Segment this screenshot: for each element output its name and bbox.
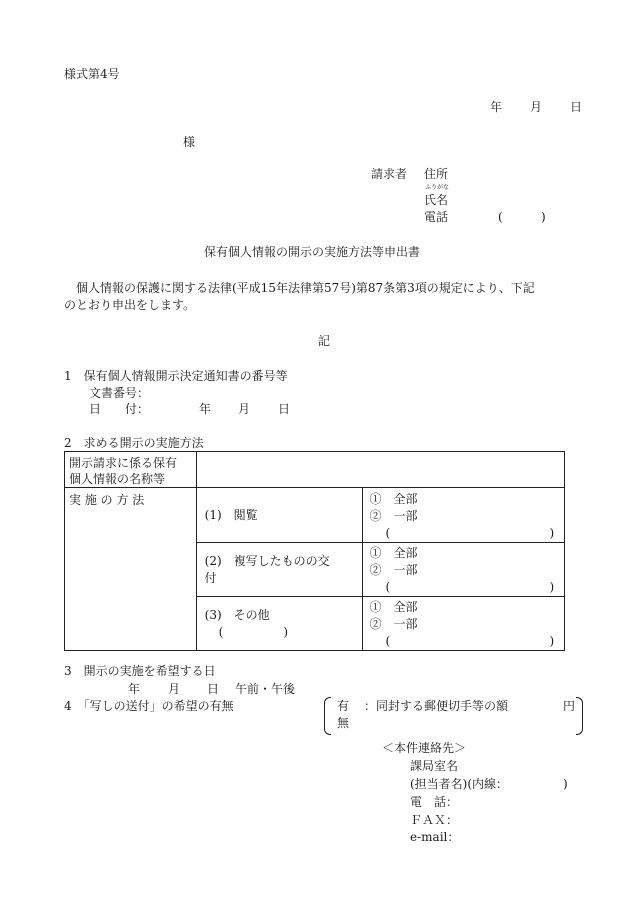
method-3-paren-open: ( bbox=[385, 634, 391, 648]
contact-dept: 課局室名 bbox=[410, 759, 459, 773]
section4-no[interactable]: 無 bbox=[337, 716, 350, 730]
method-2-paren-close: ) bbox=[549, 580, 555, 594]
method-2-cell bbox=[196, 543, 363, 597]
document-title: 保有個人情報の開示の実施方法等申出書 bbox=[204, 245, 421, 259]
method-2-option-all[interactable]: ① 全部 bbox=[369, 546, 418, 560]
requester-address-label: 住所 bbox=[424, 167, 449, 181]
method-1-options bbox=[363, 488, 565, 543]
method-2-label-line2: 付 bbox=[204, 571, 217, 585]
section1-month: 月 bbox=[238, 402, 251, 416]
method-1-paren-open: ( bbox=[385, 526, 391, 540]
section3-day: 日 bbox=[207, 682, 220, 696]
table-row bbox=[65, 488, 565, 543]
method-3-label: (3) その他 bbox=[204, 608, 270, 622]
section3-ampm: 午前・午後 bbox=[235, 682, 296, 696]
contact-fax: ＦＡＸ： bbox=[410, 813, 459, 827]
method-1-cell bbox=[196, 488, 363, 543]
method-3-option-part[interactable]: ② 一部 bbox=[369, 617, 418, 631]
method-2-paren-open: ( bbox=[385, 580, 391, 594]
date-year-label: 年 bbox=[490, 100, 503, 114]
contact-heading: ＜本件連絡先＞ bbox=[382, 741, 467, 755]
addressee-suffix: 様 bbox=[183, 135, 196, 149]
method-1-paren-close: ) bbox=[549, 526, 555, 540]
contact-person-close: ) bbox=[563, 777, 568, 791]
method-1-label: (1) 閲覧 bbox=[204, 508, 258, 522]
ki-heading: 記 bbox=[318, 334, 331, 348]
method-3-options bbox=[363, 597, 565, 651]
section3-month: 月 bbox=[168, 682, 181, 696]
method-2-options bbox=[363, 543, 565, 597]
contact-person: (担当者名)(内線： bbox=[410, 777, 509, 791]
section1-date-label: 日 付： bbox=[89, 402, 150, 416]
section1-heading: 1 保有個人情報開示決定通知書の番号等 bbox=[64, 369, 288, 383]
section1-doc-number: 文書番号： bbox=[89, 386, 150, 400]
method-label: 実 施 の 方 法 bbox=[69, 493, 145, 507]
date-day-label: 日 bbox=[570, 100, 583, 114]
method-1-option-part[interactable]: ② 一部 bbox=[369, 509, 418, 523]
method-3-paren: ( ) bbox=[218, 625, 289, 639]
form-number: 様式第4号 bbox=[64, 67, 120, 81]
section3-heading: 3 開示の実施を希望する日 bbox=[64, 664, 216, 678]
method-3-cell bbox=[196, 597, 363, 651]
method-label-cell bbox=[65, 488, 197, 651]
section4-yes[interactable]: 有 bbox=[337, 699, 350, 713]
requester-phone-paren-close: ) bbox=[541, 210, 546, 224]
section2-heading: 2 求める開示の実施方法 bbox=[64, 436, 204, 450]
section1-day: 日 bbox=[278, 402, 291, 416]
section4-heading: 4 「写しの送付」の希望の有無 bbox=[64, 699, 234, 713]
requester-furigana-label: ふりがな bbox=[425, 184, 450, 191]
section1-year: 年 bbox=[199, 402, 212, 416]
requester-phone-paren-open: ( bbox=[498, 210, 503, 224]
contact-phone: 電 話： bbox=[410, 795, 459, 809]
method-2-label-line1: (2) 複写したものの交 bbox=[204, 554, 330, 568]
row1-label-line2: 個人情報の名称等 bbox=[69, 472, 166, 486]
requester-label: 請求者 bbox=[371, 167, 408, 181]
section4-yes-note: ：同封する郵便切手等の額 bbox=[364, 699, 509, 713]
method-3-paren-close: ) bbox=[549, 634, 555, 648]
section3-year: 年 bbox=[128, 682, 141, 696]
right-bracket bbox=[576, 697, 583, 735]
left-bracket bbox=[324, 697, 331, 735]
requester-phone-label: 電話 bbox=[424, 210, 449, 224]
date-month-label: 月 bbox=[530, 100, 543, 114]
method-1-option-all[interactable]: ① 全部 bbox=[369, 492, 418, 506]
row1-label-cell bbox=[65, 452, 197, 488]
intro-line-1: 個人情報の保護に関する法律(平成15年法律第57号)第87条第3項の規定により、下記 bbox=[76, 281, 535, 295]
row1-value-cell[interactable] bbox=[196, 452, 564, 488]
disclosure-method-table bbox=[64, 451, 565, 651]
intro-line-2: のとおり申出をします。 bbox=[64, 298, 196, 312]
method-2-option-part[interactable]: ② 一部 bbox=[369, 563, 418, 577]
requester-name-label: 氏名 bbox=[424, 193, 449, 207]
section4-yen: 円 bbox=[563, 699, 576, 713]
contact-email: e-mail： bbox=[410, 830, 460, 844]
row1-label-line1: 開示請求に係る保有 bbox=[69, 456, 178, 470]
method-3-option-all[interactable]: ① 全部 bbox=[369, 600, 418, 614]
table-row bbox=[65, 452, 565, 488]
